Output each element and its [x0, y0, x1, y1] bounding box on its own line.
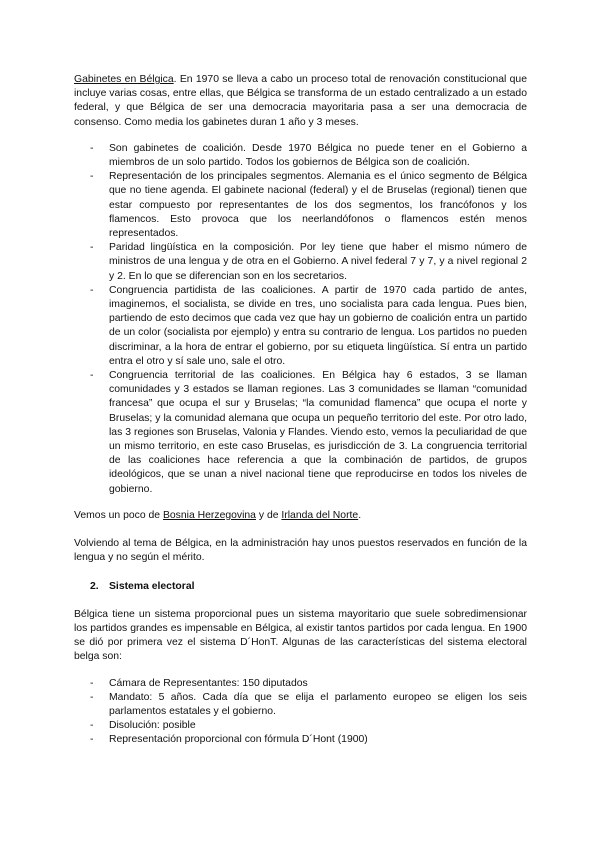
list-item — [74, 677, 527, 691]
dash-marker: - — [90, 691, 94, 703]
list-item — [74, 284, 527, 369]
gabinetes-belgica-link[interactable]: Gabinetes en Bélgica — [74, 74, 174, 85]
dash-marker: - — [90, 142, 94, 154]
list-item — [74, 369, 527, 497]
dash-marker: - — [90, 720, 94, 732]
list-item — [74, 170, 527, 241]
list-item — [74, 733, 527, 747]
list-item — [74, 241, 527, 284]
cabinet-features-list — [74, 142, 527, 497]
see-also-prefix: Vemos un poco de — [74, 509, 163, 521]
list-item-text: Paridad lingüística en la composición. Por ley tiene que haber el mismo número de ministros de una lengua y de otra en el Gobierno. A nivel federal 7 y 7, y a nivel regional 2 y 2. En lo que se diferencian son en los secretarios. — [109, 242, 527, 282]
intro-text: . En 1970 se lleva a cabo un proceso total de renovación constitucional que incluye varias cosas, entre ellas, que Bélgica se transforma de un estado centralizado a un estado federal, y que Bélgica de ser una democracia mayoritaria pasa a ser una democracia de consenso. Como media los gabinetes duran 1 año y 3 meses. — [74, 74, 527, 128]
dash-marker: - — [90, 677, 94, 689]
section-title: Sistema electoral — [109, 580, 195, 592]
dash-marker: - — [90, 284, 94, 296]
list-item-text: Cámara de Representantes: 150 diputados — [109, 677, 308, 689]
electoral-features-list — [74, 677, 527, 748]
irlanda-del-norte-link[interactable]: Irlanda del Norte — [281, 509, 359, 521]
list-item-text: Son gabinetes de coalición. Desde 1970 Bélgica no puede tener en el Gobierno a miembros de un solo partido. Todos los gobiernos de Bélgica son de coalición. — [109, 142, 527, 169]
list-item-text: Mandato: 5 años. Cada día que se elija el parlamento europeo se eligen los seis parlamentos estatales y el gobierno. — [109, 691, 527, 717]
document-page — [74, 73, 527, 748]
section-heading — [74, 580, 527, 594]
intro-paragraph — [74, 73, 527, 130]
administration-paragraph: Volviendo al tema de Bélgica, en la administración hay unos puestos reservados en función de la lengua y no según el mérito. — [74, 538, 527, 564]
list-item-text: Representación proporcional con fórmula D´Hont (1900) — [109, 734, 368, 746]
list-item-text: Disolución: posible — [109, 720, 196, 732]
list-item — [74, 691, 527, 719]
list-item — [74, 719, 527, 733]
see-also-middle: y de — [255, 509, 282, 521]
list-item-text: Congruencia partidista de las coaliciones. A partir de 1970 cada partido de antes, imaginemos, el socialista, se divide en tres, uno socialista para cada lengua. Pues bien, partiendo de esto decimos que cada vez que hay un gobierno de coalición entra un partido de un color (socialista por ejemplo) y entra su contrario de lengua. Los partidos no pueden discriminar, a la hora de entrar el gobierno, por su etiqueta lingüística. Sí entra un partido entra el otro y sí sale uno, sale el otro. — [109, 284, 527, 367]
list-item-text: Representación de los principales segmentos. Alemania es el único segmento de Bélgica que no tiene agenda. El gabinete nacional (federal) y el de Bruselas (regional) tienen que estar compuesto por representantes de los dos segmentos, los francófonos y los flamencos. Esto provoca que los neerlandófonos o flamencos estén menos representados. — [109, 171, 527, 240]
bosnia-herzegovina-link[interactable]: Bosnia Herzegovina — [162, 509, 256, 521]
dash-marker: - — [90, 734, 94, 746]
see-also-suffix: . — [358, 509, 362, 521]
dash-marker: - — [90, 242, 94, 254]
dash-marker: - — [90, 171, 94, 183]
section-number: 2. — [90, 580, 99, 592]
dash-marker: - — [90, 370, 94, 382]
see-also-paragraph — [74, 509, 527, 523]
list-item — [74, 142, 527, 170]
list-item-text: Congruencia territorial de las coaliciones. En Bélgica hay 6 estados, 3 se llaman comunidades y 3 estados se llaman regiones. Las 3 comunidades se llaman “comunidad francesa” que ocupa el sur y Bruselas; “la comunidad flamenca” que ocupa el norte y Bruselas; y la comunidad alemana que ocupa un pequeño territorio del este. Por otro lado, las 3 regiones son Bruselas, Valonia y Flandes. Viendo esto, vemos la peculiaridad de que un mismo territorio, en este caso Bruselas, es jurisdicción de 3. La congruencia territorial de las coaliciones hace referencia a que la combinación de partidos, de grupos ideológicos, que se unan a nivel nacional tiene que reproducirse en todos los niveles de gobierno. — [109, 370, 527, 495]
electoral-system-paragraph: Bélgica tiene un sistema proporcional pues un sistema mayoritario que suele sobredimensionar los partidos grandes es impensable en Bélgica, al existir tantos partidos por cada lengua. En 1900 se dió por primera vez el sistema D´HonT. Algunas de las características del sistema electoral belga son: — [74, 608, 527, 663]
